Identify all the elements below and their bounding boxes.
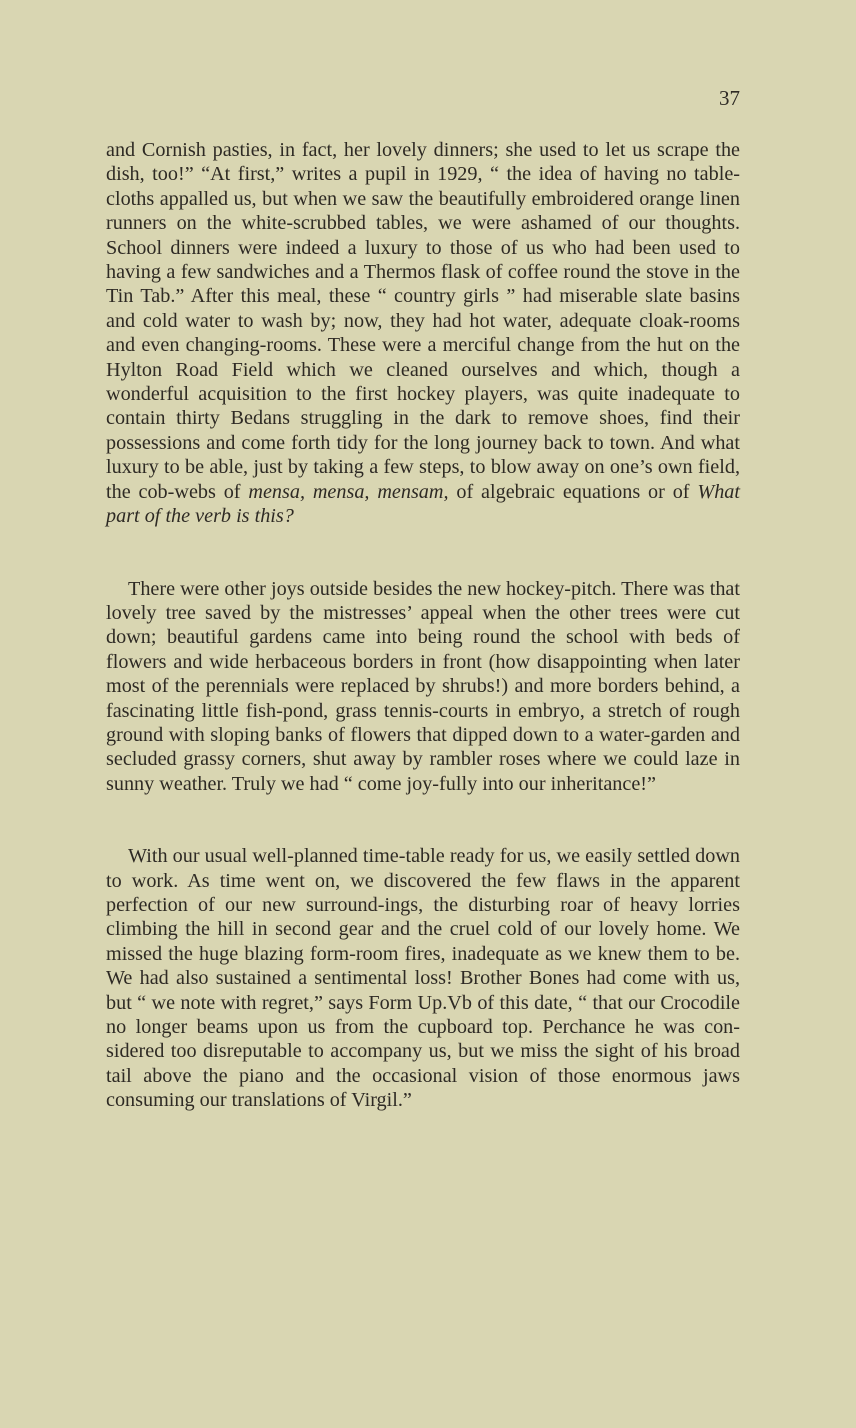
paragraph-3: With our usual well-planned time-table ready for us, we easily settled down to work. As time went on, we discovered the few flaws in the apparent perfection of our new surround-ings, the disturbing roar of heavy lorries climbing the hill in second gear and the cruel cold of our lovely home. We missed the huge blazing form-room fires, inadequate as we knew them to be. We had also sustained a sentimental loss! Brother Bones had come with us, but “ we note with regret,” says Form Up.Vb of this date, “ that our Crocodile no longer beams upon us from the cupboard top. Perchance he was con-sidered too disreputable to accompany us, but we miss the sight of his broad tail above the piano and the occasional vision of those enormous jaws consuming our translations of Virgil.”	[106, 845, 740, 1112]
paragraph-spacer	[106, 529, 740, 577]
paragraph-1	[106, 138, 740, 529]
paragraph-2: There were other joys outside besides the new hockey-pitch. There was that lovely tree saved by the mistresses’ appeal when the other trees were cut down; beautiful gardens came into being round the school with beds of flowers and wide herbaceous borders in front (how disappointing when later most of the perennials were replaced by shrubs!) and more borders behind, a fascinating little fish-pond, grass tennis-courts in embryo, a stretch of rough ground with sloping banks of flowers that dipped down to a water-garden and secluded grassy corners, shut away by rambler roses where we could laze in sunny weather. Truly we had “ come joy-fully into our inheritance!”	[106, 577, 740, 795]
paragraph-1-text-a: and Cornish pasties, in fact, her lovely dinners; she used to let us scrape the dish, too!” “At first,” writes a pupil in 1929, “ the idea of having no table-cloths appalled us, but when we saw the beautifully embroidered orange linen runners on the white-scrubbed tables, we were ashamed of our thoughts. School dinners were indeed a luxury to those of us who had been used to having a few sandwiches and a Thermos flask of coffee round the stove in the Tin Tab.” After this meal, these “ country girls ” had miserable slate basins and cold water to wash by; now, they had hot water, adequate cloak-rooms and even changing-rooms. These were a merciful change from the hut on the Hylton Road Field which we cleaned ourselves and which, though a wonderful acquisition to the first hockey players, was quite inadequate to contain thirty Bedans struggling in the dark to remove shoes, find their possessions and come forth tidy for the long journey back to town. And what luxury to be able, just by taking a few steps, to blow away on one’s own field, the cob-webs of	[106, 139, 740, 503]
text-body	[106, 138, 740, 1113]
page-number: 37	[719, 86, 740, 110]
paragraph-1-question-italic: What part of the verb is this?	[106, 480, 740, 528]
paragraph-1-latin-italic: mensa, mensa, mensam,	[248, 480, 449, 503]
paragraph-1-text-b: of algebraic equations or of	[448, 480, 698, 503]
paragraph-spacer	[106, 796, 740, 844]
